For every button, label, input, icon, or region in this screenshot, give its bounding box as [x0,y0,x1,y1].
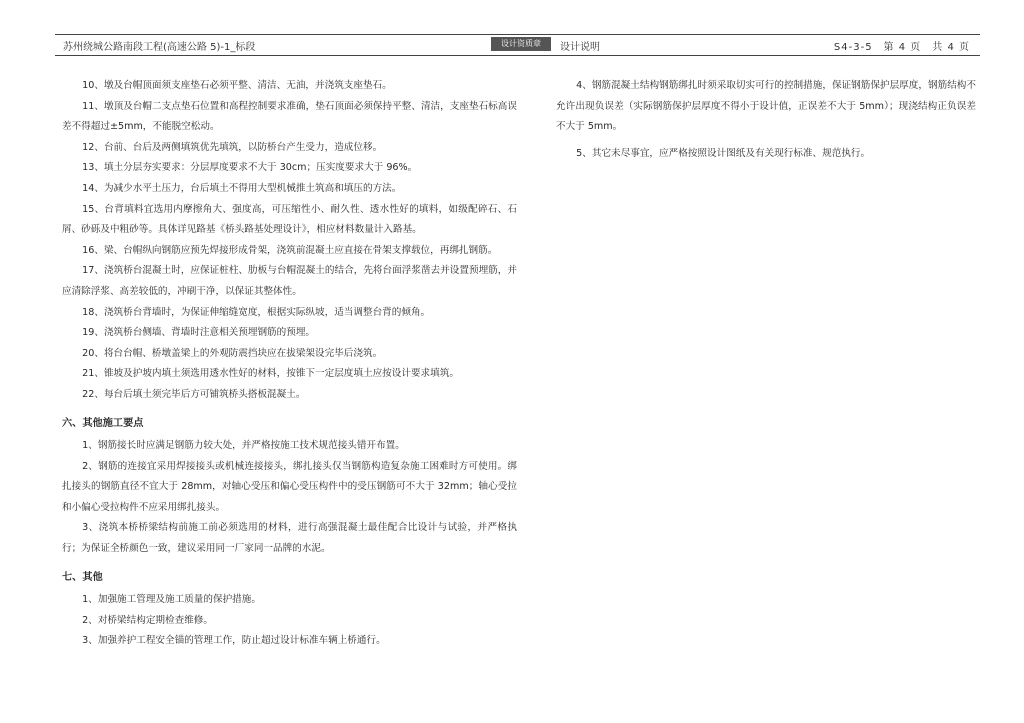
note-item: 2、对桥梁结构定期检查维修。 [82,614,213,626]
section-heading-6: 六、其他施工要点 [62,417,144,429]
note-item: 3、加强养护工程安全锚的管理工作，防止超过设计标准车辆上桥通行。 [82,635,386,647]
left-column [62,76,517,652]
note-item: 10、墩及台帽顶面须支座垫石必须平整、清洁、无油，并浇筑支座垫石。 [82,80,392,91]
note-item: 21、锥坡及护坡内填土须选用透水性好的材料，按锥下一定层度填土应按设计要求填筑。 [82,368,459,380]
section-heading-7: 七、其他 [62,571,103,583]
note-item: 11、墩顶及台帽二支点垫石位置和高程控制要求准确，垫石顶面必须保持平整、清洁，支座垫石标高误差不得超过±5mm，不能脱空松动。 [62,100,517,133]
note-item: 4、钢筋混凝土结构钢筋绑扎时须采取切实可行的控制措施，保证钢筋保护层厚度，钢筋结构不允许出现负误差（实际钢筋保护层厚度不得小于设计值，正误差不大于 5mm）；现浇结构正负误差不大于 5mm。 [556,80,976,133]
note-item: 12、台前、台后及两侧填筑优先填筑，以防桥台产生受力，造成位移。 [82,141,383,153]
note-item: 1、钢筋接长时应满足钢筋力较大处，并严格按施工技术规范接头错开布置。 [82,440,405,452]
document-type: 设计说明 [560,42,600,53]
note-item: 19、浇筑桥台侧墙、背墙时注意相关预埋钢筋的预埋。 [82,327,316,339]
page-header [55,34,980,56]
note-item: 15、台背填料宜选用内摩擦角大、强度高，可压缩性小、耐久性、透水性好的填料，如级配碎石、石屑、砂砾及中粗砂等。具体详见路基《桥头路基处理设计》，相应材料数量计入路基。 [62,203,517,236]
note-item: 16、梁、台帽纵向钢筋应预先焊接形成骨架，浇筑前混凝土应直接在骨架支撑载位，再绑扎钢筋。 [82,244,498,256]
right-column [556,76,976,164]
note-item: 3、浇筑本桥桥梁结构前施工前必须选用的材料，进行高强混凝土最佳配合比设计与试验，并严格执行；为保证全桥颜色一致，建议采用同一厂家同一品牌的水泥。 [62,522,517,555]
page-number: S4-3-5 第 4 页 共 4 页 [833,42,970,53]
note-item: 22、每台后填土须完毕后方可铺筑桥头搭板混凝土。 [82,388,306,400]
note-item: 17、浇筑桥台混凝土时，应保证桩柱、肋板与台帽混凝土的结合，先将台面浮浆凿去并设置预埋筋，并应清除浮浆、高差较低的，冲刷干净，以保证其整体性。 [62,265,517,297]
note-item: 18、浇筑桥台背墙时，为保证伸缩缝宽度，根据实际纵坡，适当调整台背的倾角。 [82,306,431,318]
note-item: 20、将台台帽、桥墩盖梁上的外观防震挡块应在拔梁架设完毕后浇筑。 [82,347,383,359]
note-item: 1、加强施工管理及施工质量的保护措施。 [82,594,261,606]
note-item: 2、钢筋的连接宜采用焊接接头或机械连接接头，绑扎接头仅当钢筋构造复杂施工困难时方可使用。绑扎接头的钢筋直径不宜大于 28mm，对轴心受压和偏心受压构件中的受压钢筋可不大于 32mm；轴心受拉和小偏心受拉构件不应采用绑扎接头。 [62,460,517,513]
design-stamp: 设计资质章 [491,37,551,51]
note-item: 14、为减少水平土压力，台后填土不得用大型机械推土筑高和填压的方法。 [82,182,402,194]
note-item: 5、其它未尽事宜，应严格按照设计图纸及有关现行标准、规范执行。 [576,147,871,159]
note-item: 13、填土分层夯实要求：分层厚度要求不大于 30cm；压实度要求大于 96%。 [82,162,418,174]
project-title: 苏州绕城公路南段工程(高速公路 5)-1_标段 [63,42,256,53]
